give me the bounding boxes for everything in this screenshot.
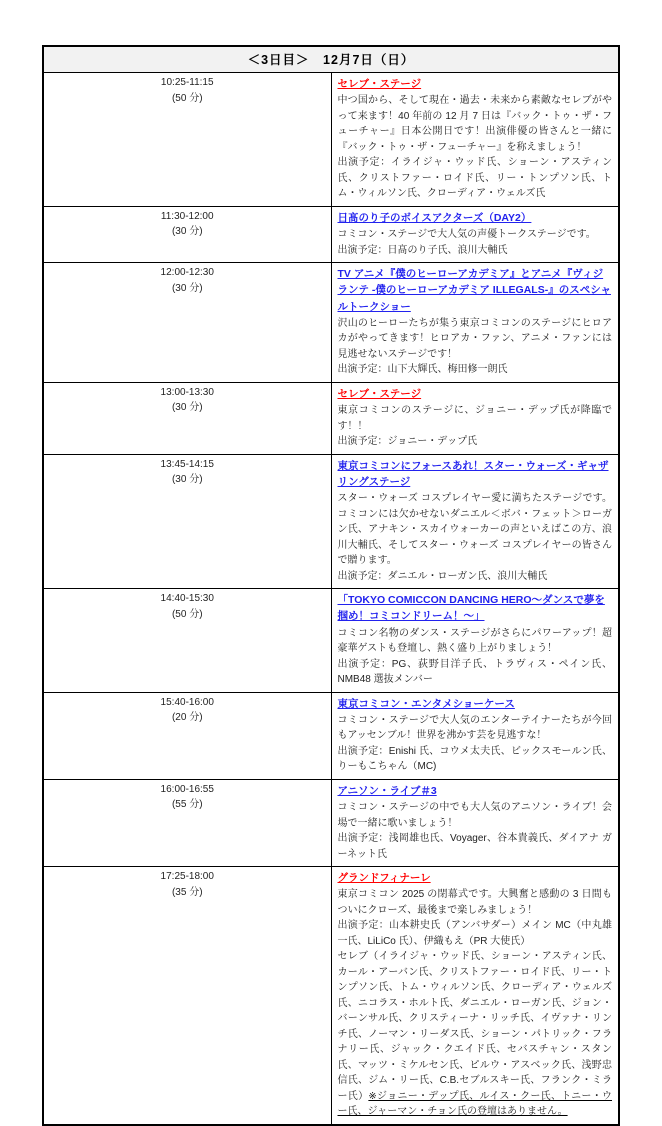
- table-row: [43, 263, 619, 383]
- event-description: 出演予定：浅岡雄也氏、Voyager、谷本貴義氏、ダイアナ ガーネット氏: [337, 833, 612, 860]
- event-cell: [331, 779, 619, 866]
- event-description: 出演予定：ジョニー・デップ氏: [337, 436, 478, 448]
- event-cell: [331, 454, 619, 589]
- event-description: 出演予定：イライジャ・ウッド氏、ショーン・アスティン氏、クリストファー・ロイド氏、リー・トンプソン氏、トム・ウィルソン氏、クローディア・ウェルズ氏: [337, 157, 612, 200]
- time-range: 16:00-16:55: [160, 783, 214, 795]
- event-title-link[interactable]: TV アニメ『僕のヒーローアカデミア』とアニメ『ヴィジランテ -僕のヒーローアカデミア ILLEGALS-』のスペシャルトークショー: [337, 268, 611, 313]
- event-cell: [331, 206, 619, 262]
- event-description: 中つ国から、そして現在・過去・未来から素敵なセレブがやって来ます！40 年前の 12 月 7 日は『バック・トゥ・ザ・フューチャー』日本公開日です！出演俳優の皆さんと一緒に『バック・トゥ・ザ・フューチャー』を称えましょう！: [337, 95, 612, 153]
- event-cell: [331, 589, 619, 693]
- event-description: コミコン・ステージで大人気の声優トークステージです。: [337, 229, 596, 241]
- time-cell: [43, 779, 331, 866]
- time-cell: [43, 263, 331, 383]
- header-row: [43, 46, 619, 73]
- duration: (55 分): [171, 799, 203, 811]
- event-description: スター・ウォーズ コスプレイヤー愛に満ちたステージです。コミコンには欠かせないダニエル＜ボバ・フェット＞ローガン氏、アナキン・スカイウォーカーの声といえばこの方、浪川大輔氏、そしてスター・ウォーズ コスプレイヤーの皆さんで贈ります。: [337, 493, 612, 567]
- page-title: ＜3日目＞ 12月7日（日）: [43, 46, 619, 73]
- table-row: [43, 454, 619, 589]
- event-description: コミコン名物のダンス・ステージがさらにパワーアップ！超豪華ゲストも登壇し、熱く盛り上がりましょう！: [337, 627, 612, 655]
- event-description: コミコン・ステージの中でも大人気のアニソン・ライブ！会場で一緒に歌いましょう！: [337, 802, 612, 829]
- event-description: 出演予定：PG、荻野目洋子氏、トラヴィス・ペイン氏、NMB48 選抜メンバー: [337, 658, 612, 686]
- event-title-link[interactable]: 東京コミコン・エンタメショーケース: [337, 697, 515, 710]
- duration: (50 分): [171, 92, 203, 104]
- event-cell: [331, 382, 619, 454]
- event-description: 出演予定：Enishi 氏、コウメ太夫氏、ビックスモールン氏、りーもこちゃん（MC): [337, 745, 612, 773]
- time-cell: [43, 867, 331, 1125]
- event-description: 東京コミコンのステージに、ジョニー・デップ氏が降臨です！！: [337, 405, 612, 432]
- time-range: 12:00-12:30: [160, 267, 214, 279]
- table-row: [43, 73, 619, 207]
- event-description: セレブ（イライジャ・ウッド氏、ショーン・アスティン氏、カール・アーバン氏、クリストファー・ロイド氏、リー・トンプソン氏、トム・ウィルソン氏、クローディア・ウェルズ氏、ニコラス・ホルト氏、ダニエル・ローガン氏、ジョン・バーンサル氏、クリスティーナ・リッチ氏、イヴァナ・リンチ氏、ノーマン・リーダス氏、ショーン・パトリック・フラナリー氏、ジャック・クエイド氏、セバスチャン・スタン氏、マッツ・ミケルセン氏、ピルウ・アスベック氏、浅野忠信氏、ジム・リー氏、C.B.セブルスキー氏、フランク・ミラー氏）※ジョニー・デップ氏、ルイス・クー氏、トニー・ウー氏、ジャーマン・チョン氏の登壇はありません。: [337, 951, 613, 1118]
- time-range: 11:30-12:00: [160, 210, 214, 222]
- time-range: 10:25-11:15: [160, 77, 214, 88]
- event-description: コミコン・ステージで大人気のエンターテイナーたちが今回もアッセンブル！世界を沸かす芸を見逃すな！: [337, 714, 612, 742]
- duration: (20 分): [171, 712, 203, 724]
- time-cell: [43, 206, 331, 262]
- time-range: 13:00-13:30: [160, 386, 214, 398]
- event-title-link[interactable]: アニソン・ライブ＃3: [337, 784, 437, 797]
- time-cell: [43, 692, 331, 779]
- event-cell: [331, 867, 619, 1125]
- time-cell: [43, 589, 331, 693]
- table-row: [43, 382, 619, 454]
- event-description: 東京コミコン 2025 の閉幕式です。大興奮と感動の 3 日間もついにクローズ、最後まで楽しみましょう！: [337, 889, 612, 916]
- duration: (30 分): [171, 282, 203, 294]
- duration: (50 分): [171, 608, 203, 620]
- duration: (30 分): [171, 226, 203, 238]
- event-title-link[interactable]: 日髙のり子のボイスアクターズ（DAY2）: [337, 211, 532, 224]
- event-description: 出演予定：ダニエル・ローガン氏、浪川大輔氏: [337, 570, 548, 582]
- table-row: [43, 867, 619, 1125]
- table-row: [43, 206, 619, 262]
- table-row: [43, 589, 619, 693]
- time-cell: [43, 454, 331, 589]
- time-cell: [43, 73, 331, 207]
- event-description: 沢山のヒーローたちが集う東京コミコンのステージにヒロアカがやってきます！ヒロアカ・ファン、アニメ・ファンには見逃せないステージです！: [337, 317, 612, 360]
- event-cell: [331, 263, 619, 383]
- schedule-body: [43, 46, 619, 1125]
- duration: (35 分): [171, 886, 203, 898]
- event-title-link[interactable]: セレブ・ステージ: [337, 387, 422, 400]
- event-cell: [331, 692, 619, 779]
- event-description: 出演予定：山本耕史氏（アンバサダー）メイン MC（中丸雄一氏、LiLiCo 氏）、伊織もえ（PR 大使氏）: [337, 920, 612, 947]
- time-range: 17:25-18:00: [160, 871, 214, 883]
- event-title-link[interactable]: セレブ・ステージ: [337, 78, 422, 90]
- event-description: 出演予定：日髙のり子氏、浪川大輔氏: [337, 244, 508, 256]
- event-cell: [331, 73, 619, 207]
- duration: (30 分): [171, 402, 203, 414]
- event-title-link[interactable]: 「TOKYO COMICCON DANCING HERO～ダンスで夢を掴め！コミコンドリーム！～」: [337, 594, 605, 623]
- duration: (30 分): [171, 474, 203, 486]
- event-title-link[interactable]: グランドフィナーレ: [337, 872, 431, 885]
- no-show-note: ※ジョニー・デップ氏、ルイス・クー氏、トニー・ウー氏、ジャーマン・チョン氏の登壇はありません。: [337, 1090, 613, 1118]
- time-cell: [43, 382, 331, 454]
- table-row: [43, 692, 619, 779]
- schedule-table: [42, 45, 620, 1126]
- time-range: 14:40-15:30: [160, 593, 214, 605]
- table-row: [43, 779, 619, 866]
- event-description: 出演予定：山下大輝氏、梅田修一朗氏: [337, 364, 508, 376]
- time-range: 15:40-16:00: [160, 696, 214, 708]
- event-title-link[interactable]: 東京コミコンにフォースあれ！スター・ウォーズ・ギャザリングステージ: [337, 459, 609, 488]
- time-range: 13:45-14:15: [160, 458, 214, 470]
